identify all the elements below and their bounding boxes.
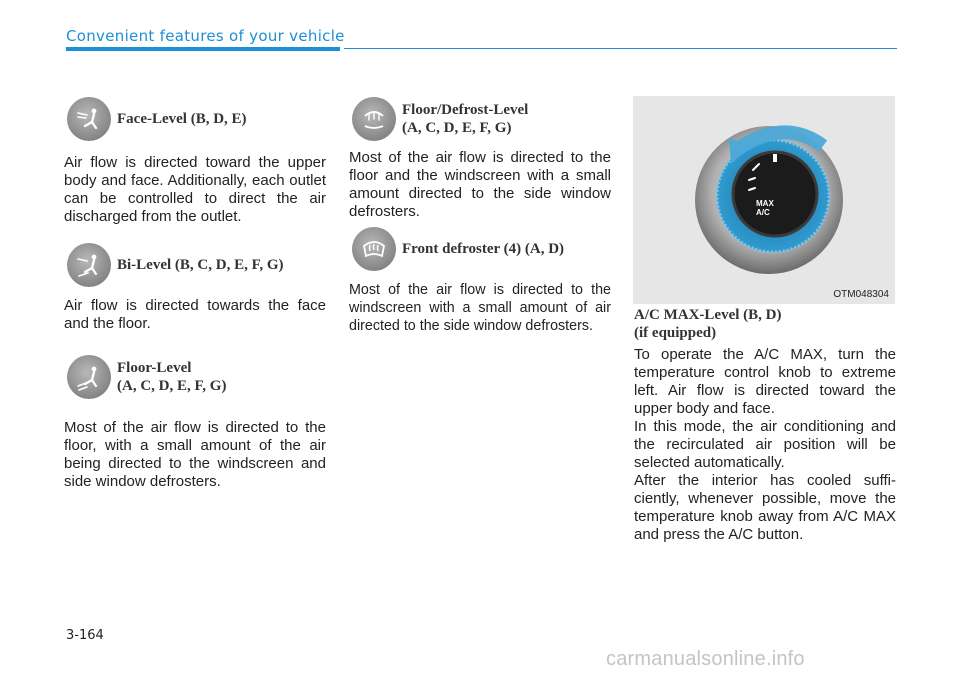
floor-defrost-heading-line1: Floor/Defrost-Level	[402, 102, 529, 118]
front-defroster-body: Most of the air flow is directed to the windscreen with a small amount of air directed to the side window defrosters.	[349, 282, 611, 334]
floor-level-heading	[117, 359, 226, 395]
floor-defrost-heading-line2: (A, C, D, E, F, G)	[402, 120, 512, 136]
knob-label-ac: A/C	[756, 208, 770, 217]
bi-level-body: Air flow is directed towards the face and the floor.	[64, 297, 326, 332]
ac-max-body-para1: To operate the A/C MAX, turn the temperature control knob to extreme left. Air flow is directed toward the upper body and face.	[634, 346, 896, 417]
header-rule-thin	[344, 48, 897, 49]
floor-defrost-body: Most of the air flow is directed to the floor and the windscreen with a small amount directed to the side window defrosters.	[349, 149, 611, 220]
ac-max-body-para3: After the interior has cooled suffi-ciently, whenever possible, move the temperature knob away from A/C MAX and press the A/C button.	[634, 472, 896, 543]
bi-level-mode-icon	[67, 243, 111, 287]
floor-defrost-mode-icon	[352, 97, 396, 141]
face-level-heading: Face-Level (B, D, E)	[117, 111, 247, 127]
front-defroster-heading: Front defroster (4) (A, D)	[402, 241, 565, 257]
bi-level-heading: Bi-Level (B, C, D, E, F, G)	[117, 257, 284, 273]
ac-max-body-para2: In this mode, the air conditioning and the recirculated air position will be selected automatically.	[634, 418, 896, 471]
floor-level-heading-line2: (A, C, D, E, F, G)	[117, 378, 227, 394]
front-defroster-icon	[352, 227, 396, 271]
face-level-heading-block	[67, 97, 247, 141]
front-defroster-heading-block	[352, 227, 564, 271]
floor-level-heading-block	[67, 355, 226, 399]
ac-max-heading-line2: (if equipped)	[634, 325, 717, 341]
floor-defrost-heading-block	[352, 97, 528, 141]
floor-level-mode-icon	[67, 355, 111, 399]
floor-level-heading-line1: Floor-Level	[117, 360, 192, 376]
watermark-text: carmanualsonline.info	[606, 648, 805, 670]
knob-label-max: MAX	[756, 199, 774, 208]
figure-caption: OTM048304	[833, 289, 889, 300]
ac-max-heading-line1: A/C MAX-Level (B, D)	[634, 307, 782, 323]
face-level-body: Air flow is directed toward the upper body and face. Additionally, each outlet can be controlled to direct the air discharged from the outlet.	[64, 154, 326, 225]
floor-defrost-heading	[402, 101, 528, 137]
page-number: 3-164	[66, 628, 104, 643]
face-level-mode-icon	[67, 97, 111, 141]
floor-level-body: Most of the air flow is directed to the floor, with a small amount of the air being directed to the windscreen and side window defrosters.	[64, 419, 326, 490]
bi-level-heading-block	[67, 243, 284, 287]
ac-max-knob-illustration	[633, 96, 895, 304]
ac-max-heading	[634, 306, 781, 342]
section-header-title: Convenient features of your vehicle	[66, 27, 345, 45]
header-rule-thick	[66, 47, 340, 51]
ac-max-knob-figure	[633, 96, 895, 304]
